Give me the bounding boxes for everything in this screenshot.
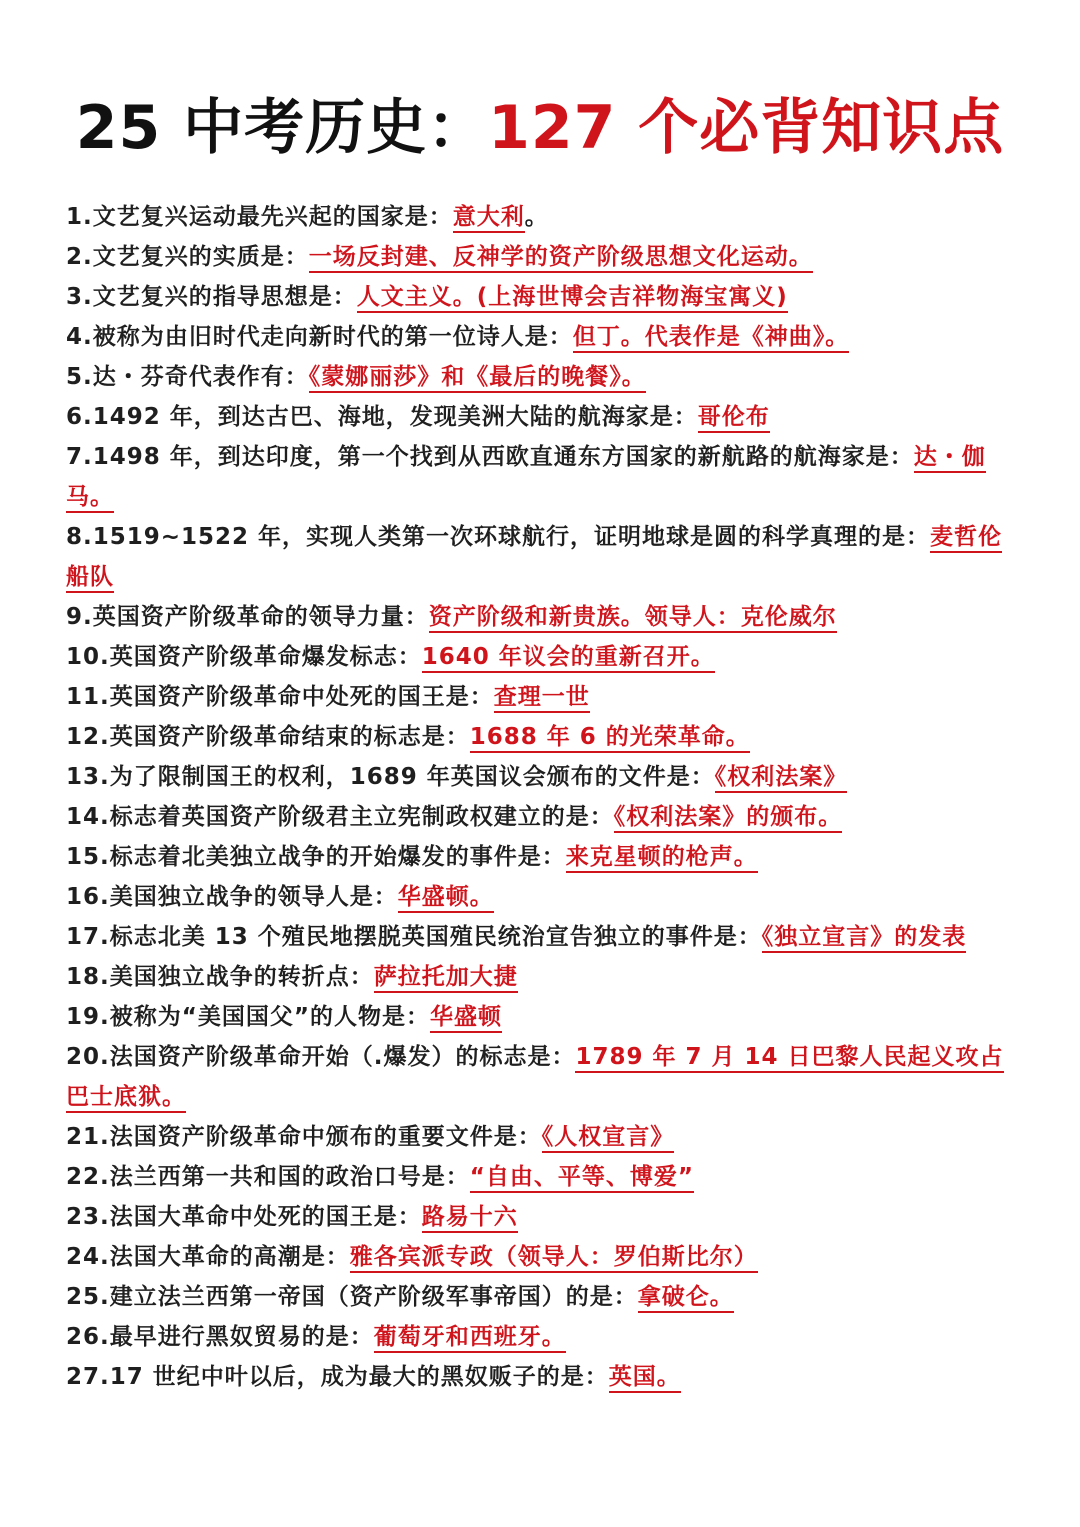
question-text: 15.标志着北美独立战争的开始爆发的事件是： bbox=[66, 844, 566, 870]
answer-text: 英国。 bbox=[609, 1364, 681, 1393]
question-text: 24.法国大革命的高潮是： bbox=[66, 1244, 350, 1270]
question-text: 19.被称为“美国国父”的人物是： bbox=[66, 1004, 430, 1030]
answer-text: 华盛顿 bbox=[430, 1004, 502, 1033]
question-text: 25.建立法兰西第一帝国（资产阶级军事帝国）的是： bbox=[66, 1284, 638, 1310]
answer-text: 达・伽马。 bbox=[66, 444, 986, 513]
list-item bbox=[66, 1277, 1026, 1317]
question-text: 22.法兰西第一共和国的政治口号是： bbox=[66, 1164, 470, 1190]
answer-text: 《蒙娜丽莎》和《最后的晚餐》。 bbox=[309, 364, 646, 393]
answer-text: 资产阶级和新贵族。领导人：克伦威尔 bbox=[429, 604, 837, 633]
answer-text: 1688 年 6 的光荣革命。 bbox=[470, 724, 750, 753]
answer-text: 人文主义。(上海世博会吉祥物海宝寓义) bbox=[357, 284, 788, 313]
answer-text: 《人权宣言》 bbox=[542, 1124, 675, 1153]
question-text: 20.法国资产阶级革命开始（.爆发）的标志是： bbox=[66, 1044, 576, 1070]
list-item bbox=[66, 1117, 1026, 1157]
answer-text: 拿破仑。 bbox=[638, 1284, 734, 1313]
question-text: 5.达・芬奇代表作有： bbox=[66, 364, 309, 390]
question-text: 17.标志北美 13 个殖民地摆脱英国殖民统治宣告独立的事件是： bbox=[66, 924, 762, 950]
list-item bbox=[66, 1197, 1026, 1237]
answer-text: 1789 年 7 月 14 日巴黎人民起义攻占巴士底狱。 bbox=[66, 1044, 1004, 1113]
title-highlight: 127 个必背知识点 bbox=[488, 93, 1005, 163]
list-item bbox=[66, 637, 1026, 677]
question-text: 6.1492 年，到达古巴、海地，发现美洲大陆的航海家是： bbox=[66, 404, 698, 430]
question-text: 4.被称为由旧时代走向新时代的第一位诗人是： bbox=[66, 324, 573, 350]
question-text: 3.文艺复兴的指导思想是： bbox=[66, 284, 357, 310]
answer-text: 雅各宾派专政（领导人：罗伯斯比尔） bbox=[350, 1244, 758, 1273]
answer-text: 但丁。代表作是《神曲》。 bbox=[573, 324, 850, 353]
answer-text: 哥伦布 bbox=[698, 404, 770, 433]
question-text: 2.文艺复兴的实质是： bbox=[66, 244, 309, 270]
list-item bbox=[66, 357, 1026, 397]
question-text: 14.标志着英国资产阶级君主立宪制政权建立的是： bbox=[66, 804, 614, 830]
answer-text: 《权利法案》 bbox=[715, 764, 848, 793]
list-item bbox=[66, 797, 1026, 837]
question-text: 1.文艺复兴运动最先兴起的国家是： bbox=[66, 204, 453, 230]
answer-text: 《权利法案》的颁布。 bbox=[614, 804, 843, 833]
list-item bbox=[66, 1157, 1026, 1197]
answer-text: 萨拉托加大捷 bbox=[374, 964, 518, 993]
list-item bbox=[66, 1317, 1026, 1357]
question-text: 13.为了限制国王的权利，1689 年英国议会颁布的文件是： bbox=[66, 764, 715, 790]
list-item bbox=[66, 717, 1026, 757]
answer-text: 《独立宣言》的发表 bbox=[762, 924, 967, 953]
answer-text: 一场反封建、反神学的资产阶级思想文化运动。 bbox=[309, 244, 813, 273]
question-text: 10.英国资产阶级革命爆发标志： bbox=[66, 644, 422, 670]
question-text: 11.英国资产阶级革命中处死的国王是： bbox=[66, 684, 494, 710]
answer-text: 华盛顿。 bbox=[398, 884, 494, 913]
list-item bbox=[66, 517, 1026, 597]
answer-text: 查理一世 bbox=[494, 684, 590, 713]
question-text: 27.17 世纪中叶以后，成为最大的黑奴贩子的是： bbox=[66, 1364, 609, 1390]
question-text: 16.美国独立战争的领导人是： bbox=[66, 884, 398, 910]
answer-text: 意大利 bbox=[453, 204, 525, 233]
question-text: 9.英国资产阶级革命的领导力量： bbox=[66, 604, 429, 630]
answer-text: 路易十六 bbox=[422, 1204, 518, 1233]
question-text: 8.1519~1522 年，实现人类第一次环球航行，证明地球是圆的科学真理的是： bbox=[66, 524, 931, 550]
list-item bbox=[66, 597, 1026, 637]
list-item bbox=[66, 1037, 1026, 1117]
list-item bbox=[66, 317, 1026, 357]
list-item bbox=[66, 437, 1026, 517]
list-item bbox=[66, 877, 1026, 917]
question-text: 18.美国独立战争的转折点： bbox=[66, 964, 374, 990]
question-text: 12.英国资产阶级革命结束的标志是： bbox=[66, 724, 470, 750]
list-item bbox=[66, 397, 1026, 437]
list-item bbox=[66, 957, 1026, 997]
question-text: 21.法国资产阶级革命中颁布的重要文件是： bbox=[66, 1124, 542, 1150]
page-title bbox=[0, 88, 1080, 168]
list-item bbox=[66, 757, 1026, 797]
knowledge-list bbox=[66, 197, 1026, 1397]
list-item bbox=[66, 677, 1026, 717]
title-prefix: 25 中考历史： bbox=[75, 93, 489, 163]
answer-text: 麦哲伦船队 bbox=[66, 524, 1002, 593]
list-item bbox=[66, 837, 1026, 877]
list-item bbox=[66, 917, 1026, 957]
list-item bbox=[66, 1357, 1026, 1397]
question-text: 7.1498 年，到达印度，第一个找到从西欧直通东方国家的新航路的航海家是： bbox=[66, 444, 914, 470]
list-item bbox=[66, 197, 1026, 237]
answer-text: “自由、平等、博爱” bbox=[470, 1164, 694, 1193]
question-text: 26.最早进行黑奴贸易的是： bbox=[66, 1324, 374, 1350]
list-item bbox=[66, 237, 1026, 277]
answer-text: 来克星顿的枪声。 bbox=[566, 844, 758, 873]
list-item bbox=[66, 1237, 1026, 1277]
list-item bbox=[66, 277, 1026, 317]
answer-text: 1640 年议会的重新召开。 bbox=[422, 644, 715, 673]
answer-text: 葡萄牙和西班牙。 bbox=[374, 1324, 566, 1353]
answer-suffix: 。 bbox=[524, 204, 549, 230]
question-text: 23.法国大革命中处死的国王是： bbox=[66, 1204, 422, 1230]
list-item bbox=[66, 997, 1026, 1037]
